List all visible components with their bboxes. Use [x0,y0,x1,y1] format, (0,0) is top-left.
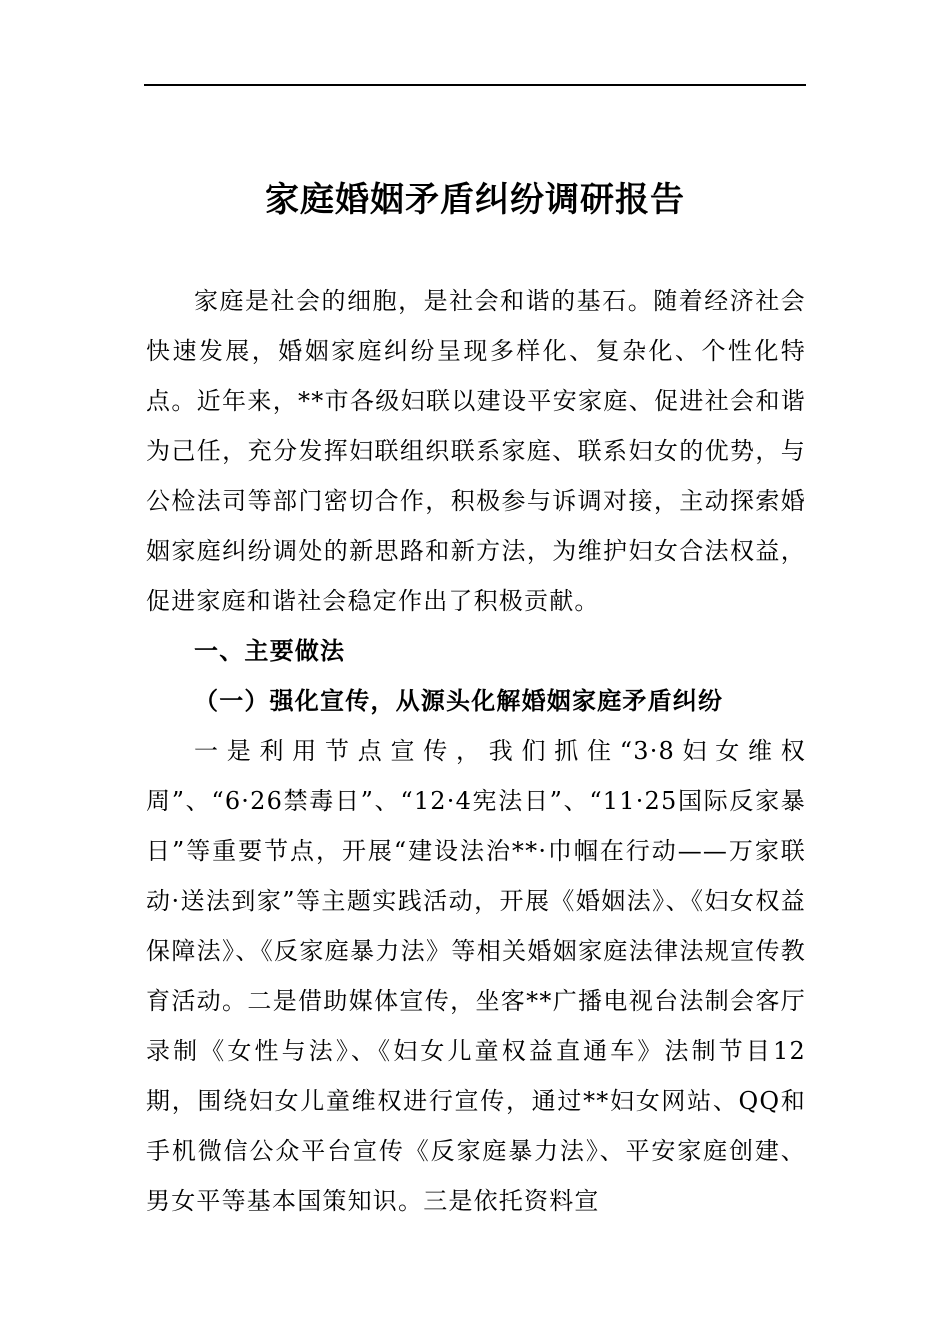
body-paragraph: 一是利用节点宣传，我们抓住“3·8妇女维权周”、“6·26禁毒日”、“12·4宪法日”、“11·25国际反家暴日”等重要节点，开展“建设法治**·巾帼在行动——万家联动·送法到家”等主题实践活动，开展《婚姻法》、《妇女权益保障法》、《反家庭暴力法》等相关婚姻家庭法律法规宣传教育活动。二是借助媒体宣传，坐客**广播电视台法制会客厅录制《女性与法》、《妇女儿童权益直通车》法制节目12期，围绕妇女儿童维权进行宣传，通过**妇女网站、QQ和手机微信公众平台宣传《反家庭暴力法》、平安家庭创建、男女平等基本国策知识。三是依托资料宣 [146,737,806,1215]
document-body [146,276,806,1226]
header-rule [144,84,806,86]
document-title: 家庭婚姻矛盾纠纷调研报告 [265,180,685,220]
section-heading: 一、主要做法 [194,636,346,665]
subsection-heading: （一）强化宣传，从源头化解婚姻家庭矛盾纠纷 [194,686,724,715]
intro-paragraph: 家庭是社会的细胞，是社会和谐的基石。随着经济社会快速发展，婚姻家庭纠纷呈现多样化、复杂化、个性化特点。近年来，**市各级妇联以建设平安家庭、促进社会和谐为己任，充分发挥妇联组织联系家庭、联系妇女的优势，与公检法司等部门密切合作，积极参与诉调对接，主动探索婚姻家庭纠纷调处的新思路和新方法，为维护妇女合法权益，促进家庭和谐社会稳定作出了积极贡献。 [146,287,806,615]
